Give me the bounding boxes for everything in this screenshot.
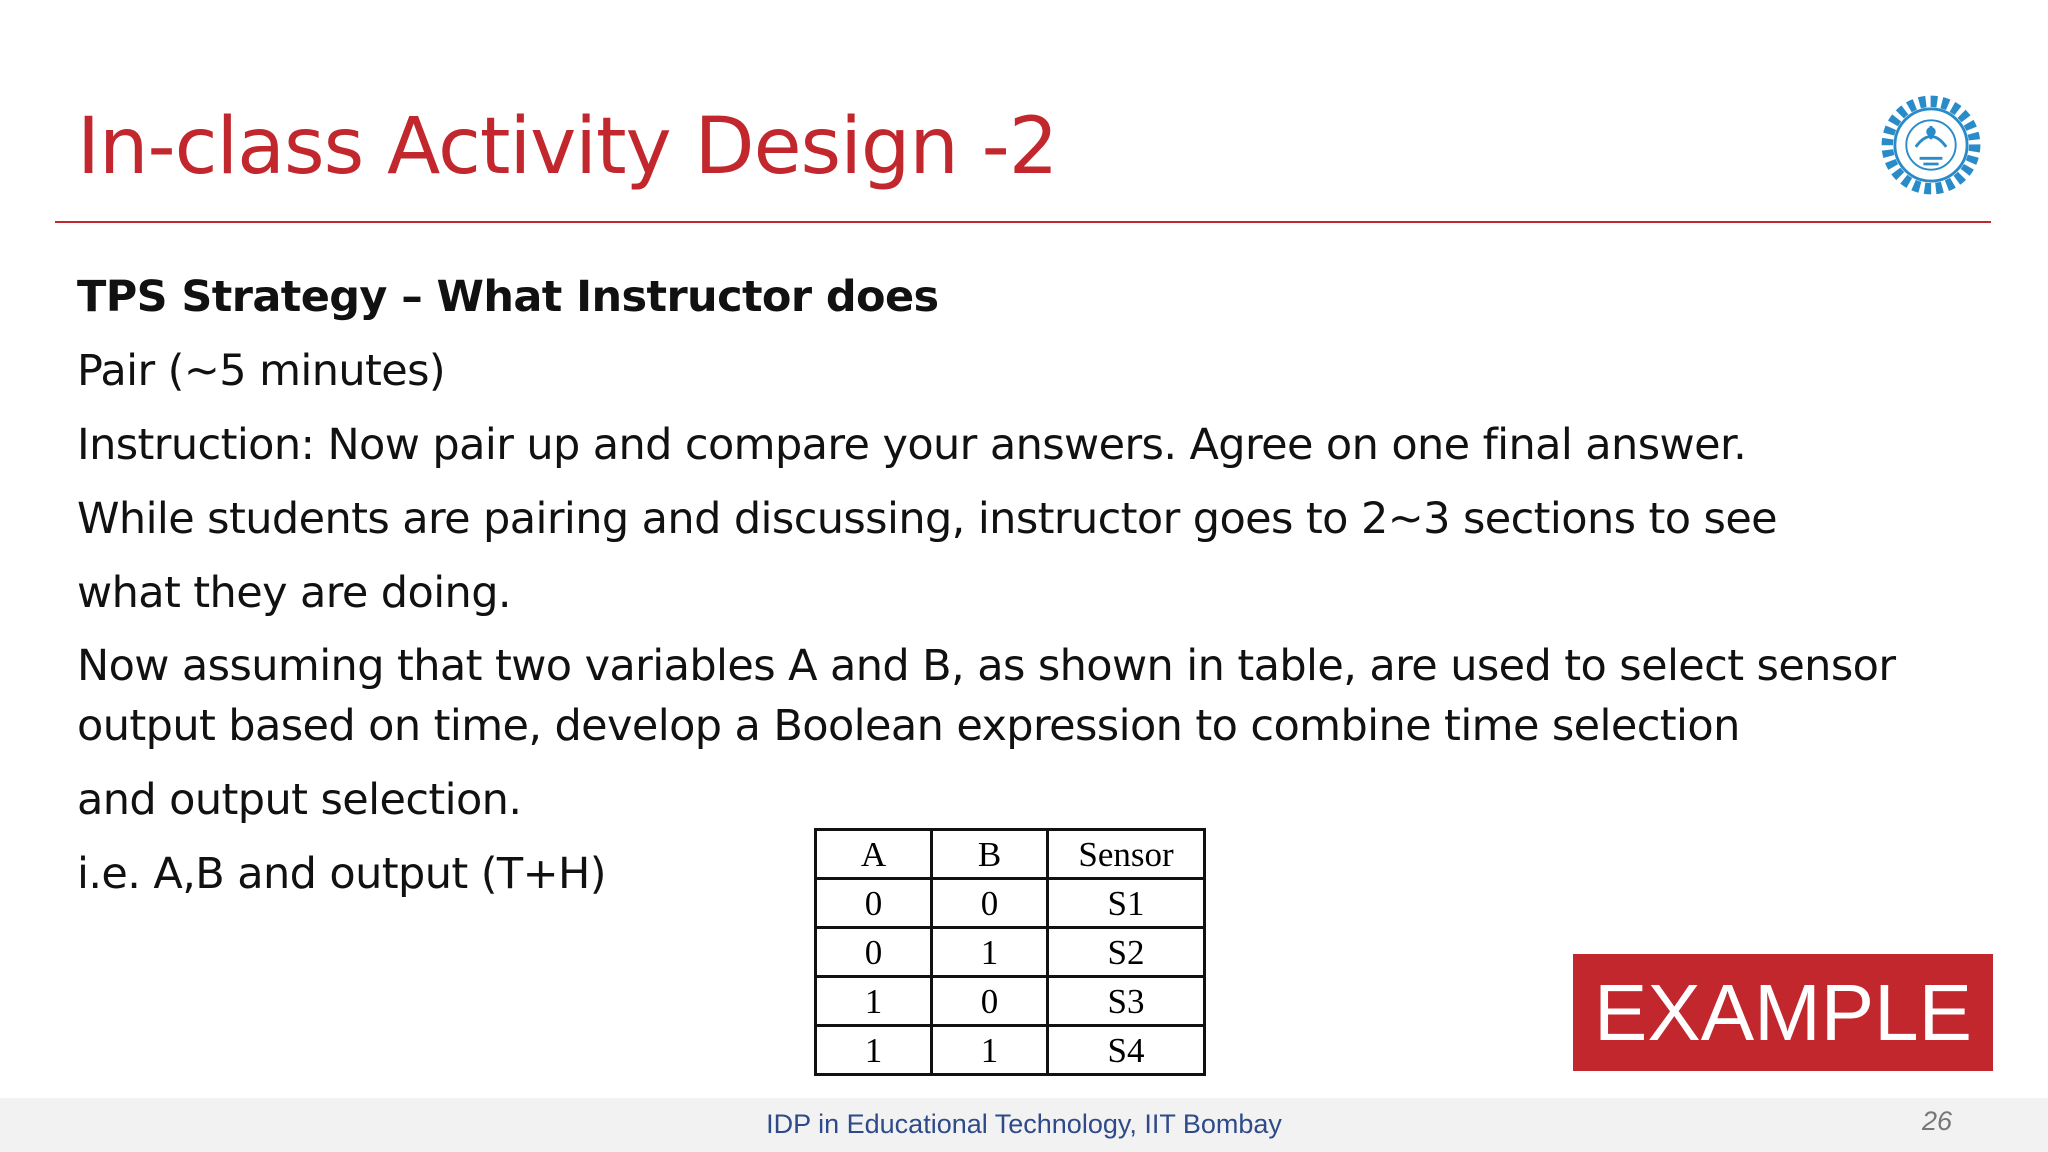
column-header-b: B	[932, 830, 1048, 879]
table-cell: S3	[1048, 977, 1205, 1026]
table-cell: 0	[932, 977, 1048, 1026]
table-cell: S1	[1048, 879, 1205, 928]
section-heading: TPS Strategy – What Instructor does	[77, 272, 939, 322]
title-divider	[55, 221, 1991, 223]
table-cell: 1	[816, 1026, 932, 1075]
column-header-a: A	[816, 830, 932, 879]
column-header-sensor: Sensor	[1048, 830, 1205, 879]
truth-table	[814, 828, 1206, 1076]
table-cell: 1	[932, 928, 1048, 977]
example-badge: EXAMPLE	[1573, 954, 1993, 1071]
slide-title: In-class Activity Design -2	[77, 102, 1058, 192]
body-line: and output selection.	[77, 775, 522, 825]
table-header-row	[816, 830, 1205, 879]
table-row	[816, 879, 1205, 928]
table-cell: 0	[932, 879, 1048, 928]
page-number: 26	[1922, 1106, 1953, 1136]
table-row	[816, 1026, 1205, 1075]
body-line: Instruction: Now pair up and compare your answers. Agree on one final answer.	[77, 420, 1747, 470]
table-cell: 1	[816, 977, 932, 1026]
table-cell: S4	[1048, 1026, 1205, 1075]
table-row	[816, 977, 1205, 1026]
table-cell: 0	[816, 879, 932, 928]
body-line: While students are pairing and discussing, instructor goes to 2~3 sections to see	[77, 494, 1778, 544]
iit-bombay-logo-icon	[1874, 88, 1988, 202]
body-line: output based on time, develop a Boolean expression to combine time selection	[77, 701, 1740, 751]
body-line: Now assuming that two variables A and B, as shown in table, are used to select sensor	[77, 641, 1896, 691]
table-row	[816, 928, 1205, 977]
body-line: Pair (~5 minutes)	[77, 346, 446, 396]
body-line: i.e. A,B and output (T+H)	[77, 849, 606, 899]
table-cell: 1	[932, 1026, 1048, 1075]
table-cell: 0	[816, 928, 932, 977]
body-line: what they are doing.	[77, 568, 511, 618]
footer-text: IDP in Educational Technology, IIT Bombay	[766, 1109, 1282, 1139]
table-cell: S2	[1048, 928, 1205, 977]
